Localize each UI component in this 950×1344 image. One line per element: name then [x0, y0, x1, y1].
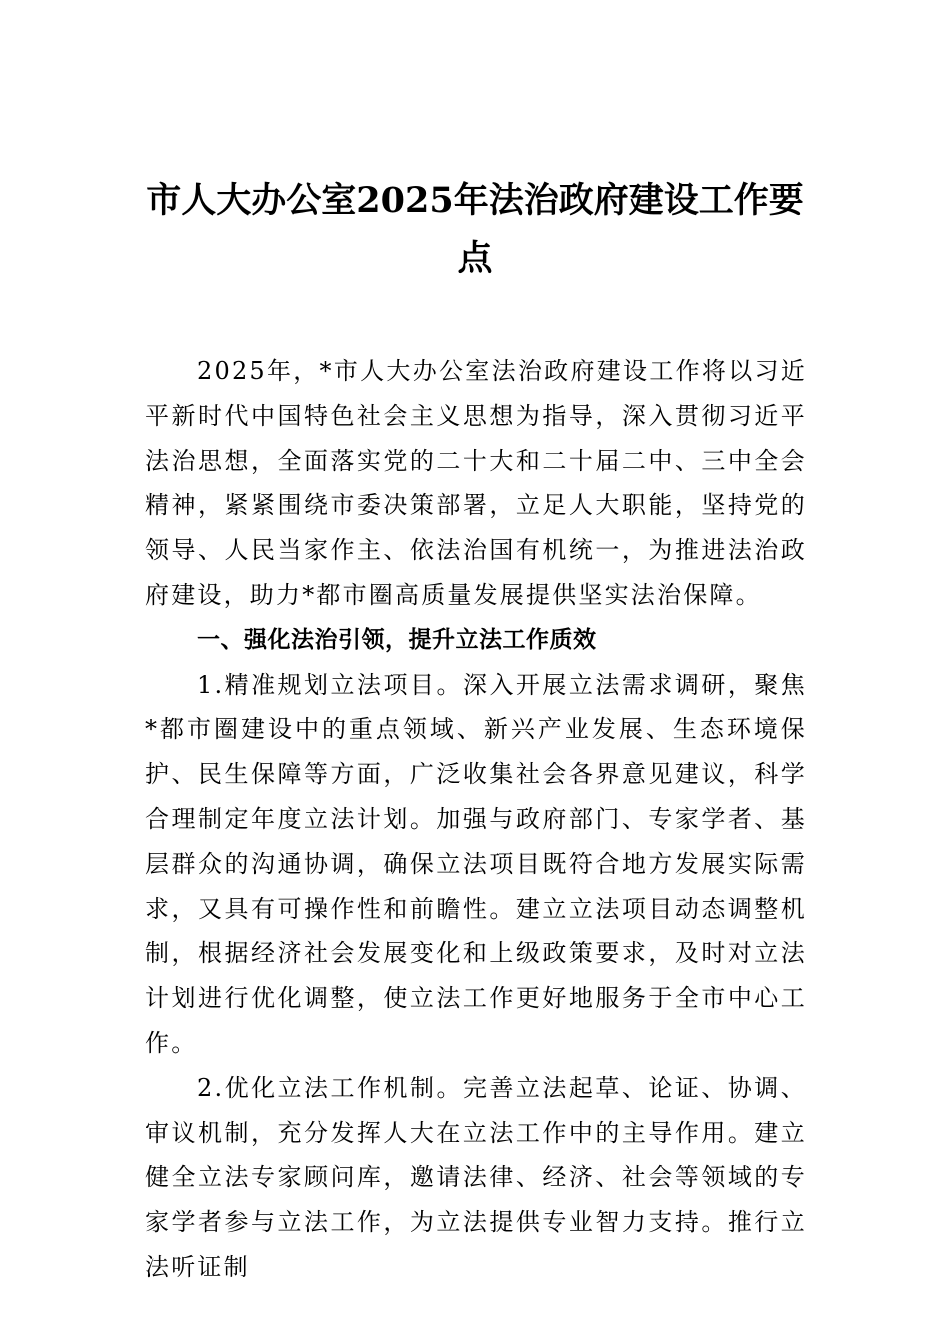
- document-title: 市人大办公室2025年法治政府建设工作要点: [146, 180, 804, 279]
- document-body: [145, 349, 807, 1290]
- intro-paragraph: 2025年，*市人大办公室法治政府建设工作将以习近平新时代中国特色社会主义思想为指导，深入贯彻习近平法治思想，全面落实党的二十大和二十届二中、三中全会精神，紧紧围绕市委决策部署，立足人大职能，坚持党的领导、人民当家作主、依法治国有机统一，为推进法治政府建设，助力*都市圈高质量发展提供坚实法治保障。: [145, 357, 807, 609]
- section-heading-1: 一、强化法治引领，提升立法工作质效: [197, 626, 597, 653]
- item-paragraph-1: 1.精准规划立法项目。深入开展立法需求调研，聚焦*都市圈建设中的重点领域、新兴产业发展、生态环境保护、民生保障等方面，广泛收集社会各界意见建议，科学合理制定年度立法计划。加强与政府部门、专家学者、基层群众的沟通协调，确保立法项目既符合地方发展实际需求，又具有可操作性和前瞻性。建立立法项目动态调整机制，根据经济社会发展变化和上级政策要求，及时对立法计划进行优化调整，使立法工作更好地服务于全市中心工作。: [145, 670, 807, 1057]
- item-paragraph-2: 2.优化立法工作机制。完善立法起草、论证、协调、审议机制，充分发挥人大在立法工作中的主导作用。建立健全立法专家顾问库，邀请法律、经济、社会等领域的专家学者参与立法工作，为立法提供专业智力支持。推行立法听证制: [145, 1073, 807, 1281]
